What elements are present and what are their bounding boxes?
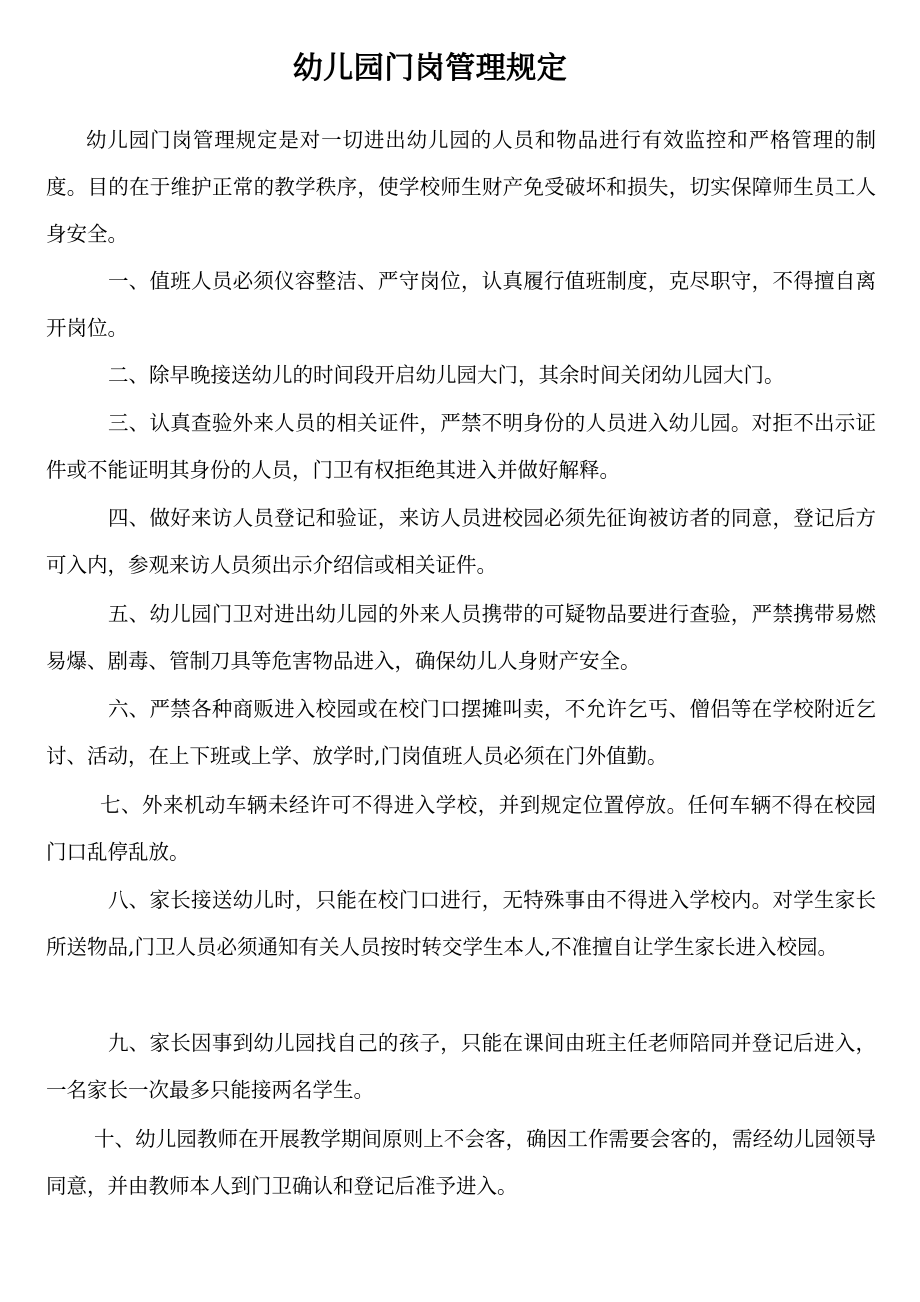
rule-item-5: 五、幼儿园门卫对进出幼儿园的外来人员携带的可疑物品要进行查验，严禁携带易燃易爆、剧毒、管制刀具等危害物品进入，确保幼儿人身财产安全。 (46, 602, 876, 673)
rule-item-4: 四、做好来访人员登记和验证，来访人员进校园必须先征询被访者的同意，登记后方可入内，参观来访人员须出示介绍信或相关证件。 (46, 506, 876, 577)
document-title: 幼儿园门岗管理规定 (292, 51, 568, 86)
intro-paragraph: 幼儿园门岗管理规定是对一切进出幼儿园的人员和物品进行有效监控和严格管理的制度。目的在于维护正常的教学秩序，使学校师生财产免受破坏和损失，切实保障师生员工人身安全。 (46, 128, 876, 246)
rule-item-3: 三、认真查验外来人员的相关证件，严禁不明身份的人员进入幼儿园。对拒不出示证件或不能证明其身份的人员，门卫有权拒绝其进入并做好解释。 (46, 411, 876, 482)
rule-item-8: 八、家长接送幼儿时，只能在校门口进行，无特殊事由不得进入学校内。对学生家长所送物品,门卫人员必须通知有关人员按时转交学生本人,不准擅自让学生家长进入校园。 (46, 888, 876, 959)
rule-item-10: 十、幼儿园教师在开展教学期间原则上不会客，确因工作需要会客的，需经幼儿园领导同意，并由教师本人到门卫确认和登记后准予进入。 (46, 1127, 876, 1198)
rule-item-7: 七、外来机动车辆未经许可不得进入学校，并到规定位置停放。任何车辆不得在校园门口乱停乱放。 (46, 793, 876, 864)
rule-item-1: 一、值班人员必须仪容整洁、严守岗位，认真履行值班制度，克尽职守，不得擅自离开岗位。 (46, 269, 876, 340)
rule-item-6: 六、严禁各种商贩进入校园或在校门口摆摊叫卖，不允许乞丐、僧侣等在学校附近乞讨、活动，在上下班或上学、放学时,门岗值班人员必须在门外值勤。 (46, 697, 876, 768)
rule-item-9: 九、家长因事到幼儿园找自己的孩子，只能在课间由班主任老师陪同并登记后进入，一名家长一次最多只能接两名学生。 (46, 1031, 876, 1102)
rule-item-2: 二、除早晚接送幼儿的时间段开启幼儿园大门，其余时间关闭幼儿园大门。 (108, 363, 785, 387)
